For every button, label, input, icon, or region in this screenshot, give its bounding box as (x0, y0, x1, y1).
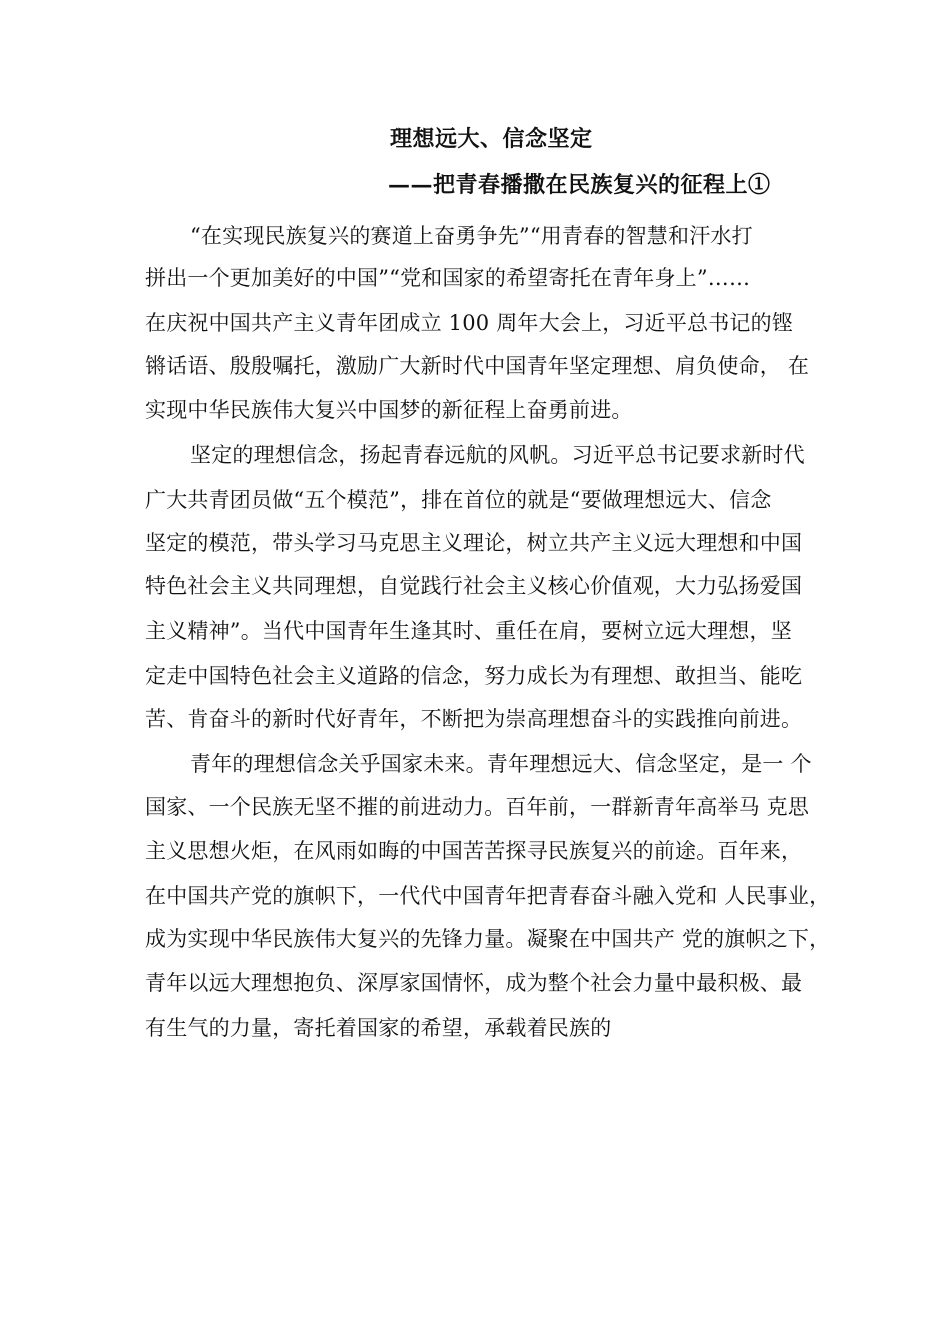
paragraph-line: 特色社会主义共同理想，自觉践行社会主义核心价值观，大力弘扬爱国 (145, 574, 803, 598)
document-title: 理想远大、信念坚定 (390, 126, 593, 152)
paragraph-line: 国家、一个民族无坚不摧的前进动力。百年前，一群新青年高举马 克思 (145, 795, 810, 819)
paragraph-line: 坚定的理想信念，扬起青春远航的风帆。习近平总书记要求新时代 (190, 443, 805, 467)
paragraph-line: 在庆祝中国共产主义青年团成立 100 周年大会上，习近平总书记的铿 (145, 311, 794, 335)
paragraph-line: 在中国共产党的旗帜下，一代代中国青年把青春奋斗融入党和 人民事业， (145, 884, 831, 908)
paragraph-line: 锵话语、殷殷嘱托，激励广大新时代中国青年坚定理想、肩负使命， 在 (145, 354, 810, 378)
paragraph-line: 主义精神”。当代中国青年生逢其时、重任在肩，要树立远大理想，坚 (145, 619, 792, 643)
paragraph-line: 有生气的力量，寄托着国家的希望，承载着民族的 (145, 1016, 612, 1040)
paragraph-line: 苦、肯奋斗的新时代好青年，不断把为崇高理想奋斗的实践推向前进。 (145, 707, 803, 731)
paragraph-line: 定走中国特色社会主义道路的信念，努力成长为有理想、敢担当、能吃 (145, 664, 803, 688)
paragraph-line: 坚定的模范，带头学习马克思主义理论，树立共产主义远大理想和中国 (145, 531, 803, 555)
paragraph-line: 成为实现中华民族伟大复兴的先锋力量。凝聚在中国共产 党的旗帜之下， (145, 927, 831, 951)
paragraph-line: “在实现民族复兴的赛道上奋勇争先”“用青春的智慧和汗水打 (190, 224, 753, 248)
paragraph-line: 拼出一个更加美好的中国”“党和国家的希望寄托在青年身上”…… (145, 266, 751, 290)
paragraph-line: 青年以远大理想抱负、深厚家国情怀，成为整个社会力量中最积极、最 (145, 971, 803, 995)
paragraph-line: 实现中华民族伟大复兴中国梦的新征程上奋勇前进。 (145, 398, 633, 422)
paragraph-line: 青年的理想信念关乎国家未来。青年理想远大、信念坚定，是一 个 (190, 752, 812, 776)
paragraph-line: 广大共青团员做“五个模范”，排在首位的就是“要做理想远大、信念 (145, 488, 772, 512)
document-subtitle: ——把青春播撒在民族复兴的征程上① (388, 172, 771, 198)
paragraph-line: 主义思想火炬，在风雨如晦的中国苦苦探寻民族复兴的前途。百年来， (145, 839, 803, 863)
